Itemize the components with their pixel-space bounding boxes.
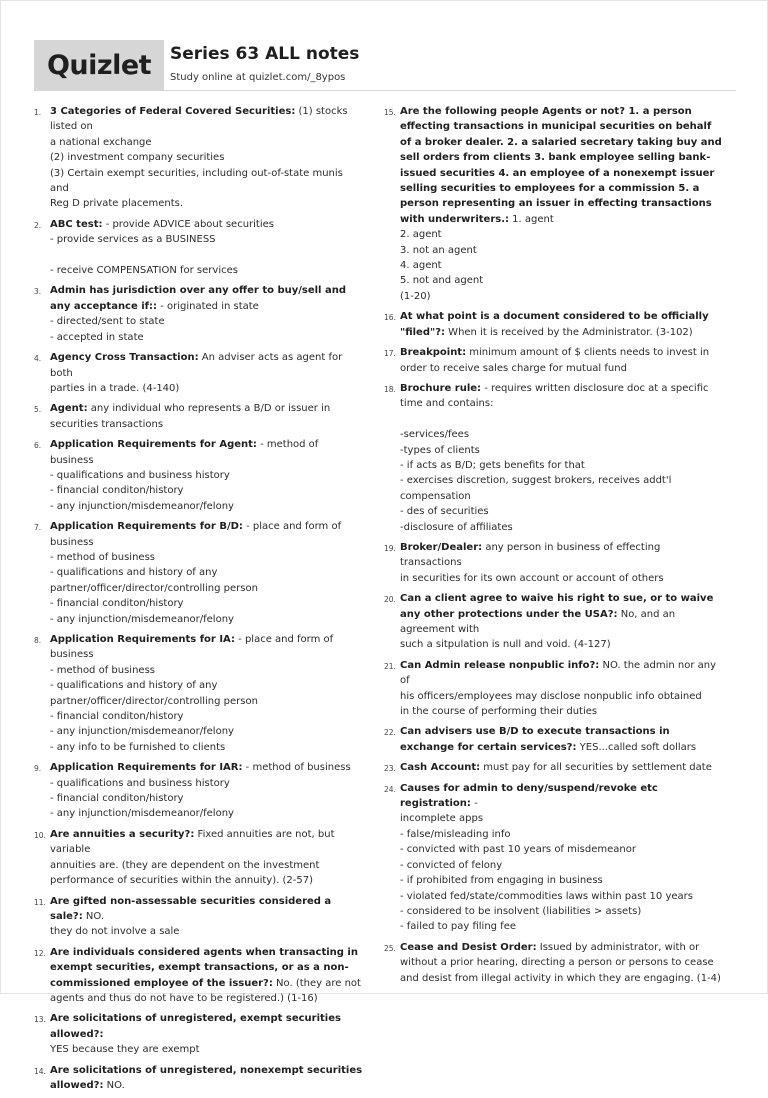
item-term: Can Admin release nonpublic info?: [400, 659, 600, 671]
item-body [50, 1011, 364, 1057]
item-term: Can a client agree to waive his right to sue, or to waive any other protections under the USA?: [400, 593, 714, 620]
item-number: 15. [384, 108, 396, 117]
item-definition-line: Fixed annuities are not, but variable [50, 828, 335, 856]
item-definition-line: NO. [82, 910, 105, 922]
item-definition-line: An adviser acts as agent for both [50, 352, 343, 379]
item-definition-line: - receive COMPENSATION for services [50, 265, 238, 277]
item-definition-line: a national exchange [50, 136, 152, 148]
item-definition-line: - false/misleading info [400, 828, 511, 840]
note-item [384, 781, 724, 935]
item-definition-line: - qualifications and history of any [50, 680, 218, 692]
note-item [34, 760, 364, 822]
item-definition-line: - directed/sent to state [50, 316, 165, 328]
item-definition-line: (2) investment company securities [50, 152, 225, 164]
item-number: 2. [34, 220, 42, 230]
item-number: 8. [34, 636, 42, 645]
note-item [384, 381, 724, 535]
item-definition-line: - any injunction/misdemeanor/felony [50, 808, 234, 820]
item-number: 17. [384, 349, 396, 359]
item-definition-line: and desist from illegal activity in which they are engaging. (1-4) [400, 972, 721, 984]
item-number: 4. [34, 354, 42, 364]
item-number: 24. [384, 784, 396, 794]
item-term: ABC test: [50, 218, 103, 230]
left-column [34, 104, 364, 1098]
item-definition-line: (1-20) [400, 290, 431, 302]
item-definition-line: - if prohibited from engaging in business [400, 875, 603, 887]
item-definition-line: -services/fees [400, 429, 470, 441]
item-definition-line: - qualifications and business history [50, 469, 230, 481]
item-body [400, 724, 724, 755]
item-number: 19. [384, 543, 396, 553]
item-number: 18. [384, 384, 396, 394]
item-definition-line: - requires written disclosure doc at a specific [481, 382, 709, 394]
item-term: 3 Categories of Federal Covered Securities: [50, 106, 296, 117]
item-definition-line: - any info to be furnished to clients [50, 741, 226, 753]
item-definition-line: order to receive sales charge for mutual fund [400, 362, 627, 374]
item-number: 7. [34, 523, 42, 533]
item-body [400, 591, 724, 653]
item-body [50, 401, 364, 432]
item-body [400, 658, 724, 720]
item-definition-line: Reg D private placements. [50, 198, 184, 210]
item-definition-line: partner/officer/director/controlling person [50, 582, 258, 594]
item-definition-line: (1) stocks listed on [50, 106, 348, 133]
note-item [384, 540, 724, 586]
item-definition-line: agents and thus do not have to be registered.) (1-16) [50, 992, 318, 1004]
item-definition-line: - method of business [242, 762, 351, 774]
item-definition-line: - des of securities [400, 506, 489, 518]
item-term: Causes for admin to deny/suspend/revoke etc registration: [400, 782, 658, 810]
item-definition-line: - provide services as a BUSINESS [50, 234, 216, 246]
item-body [400, 309, 724, 340]
item-definition-line: - any injunction/misdemeanor/felony [50, 613, 234, 625]
item-number: 22. [384, 728, 396, 738]
item-definition-line: 4. agent [400, 260, 442, 272]
item-body [50, 760, 364, 822]
item-definition-line: 2. agent [400, 229, 442, 241]
item-definition-line: - method of business [50, 439, 319, 466]
item-definition-line [400, 412, 724, 427]
item-term: Are individuals considered agents when transacting in exempt securities, exempt transactions, or as a non-commissioned employee of the issuer?: [50, 946, 358, 989]
subtitle-prefix: Study online at [170, 72, 249, 83]
item-definition-line: - provide ADVICE about securities [102, 218, 274, 230]
note-item [384, 724, 724, 755]
item-definition-line: - method of business [50, 551, 155, 563]
note-item [384, 591, 724, 653]
item-body [50, 1063, 364, 1094]
item-definition-line: -types of clients [400, 444, 480, 456]
item-number: 25. [384, 943, 396, 953]
item-term: Admin has jurisdiction over any offer to buy/sell and any acceptance if:: [50, 285, 346, 312]
item-body [50, 894, 364, 940]
document-subtitle [170, 72, 345, 83]
item-definition-line: No. (they are not [272, 977, 361, 989]
item-definition-line: business [50, 536, 94, 548]
note-item [34, 894, 364, 940]
item-definition-line: - convicted of felony [400, 859, 503, 871]
note-item [34, 104, 364, 212]
document-title: Series 63 ALL notes [170, 44, 360, 64]
item-definition-line: NO. [103, 1079, 125, 1091]
note-item [384, 104, 724, 304]
item-definition-line: 1. agent [509, 213, 554, 225]
item-definition-line: - any injunction/misdemeanor/felony [50, 500, 234, 512]
note-item [34, 519, 364, 627]
note-item [34, 1011, 364, 1057]
item-definition-line: such a sitpulation is null and void. (4-127) [400, 639, 611, 651]
item-definition-line: in securities for its own account or account of others [400, 572, 664, 584]
item-term: Are solicitations of unregistered, nonexempt securities allowed?: [50, 1064, 363, 1091]
item-definition-line: must pay for all securities by settlement date [480, 762, 712, 774]
item-number: 9. [34, 764, 42, 774]
item-definition-line: YES...called soft dollars [576, 741, 697, 753]
item-term: Application Requirements for B/D: [50, 521, 243, 533]
item-term: Agent: [50, 403, 88, 415]
item-definition-line: securities transactions [50, 418, 164, 430]
item-definition-line: incomplete apps [400, 813, 484, 825]
item-term: Broker/Dealer: [400, 541, 483, 553]
item-term: Application Requirements for IAR: [50, 762, 243, 774]
quizlet-logo[interactable] [34, 40, 164, 90]
item-number: 16. [384, 313, 396, 323]
item-definition-line: NO. the admin nor any of [400, 659, 717, 687]
item-term: Agency Cross Transaction: [50, 352, 199, 364]
item-definition-line: - financial conditon/history [50, 793, 184, 805]
item-definition-line: any individual who represents a B/D or issuer in [87, 403, 331, 415]
item-term: Application Requirements for IA: [50, 634, 235, 645]
item-number: 23. [384, 764, 396, 774]
item-body [50, 350, 364, 396]
item-number: 20. [384, 595, 396, 605]
item-definition-line [50, 248, 364, 263]
note-item [34, 632, 364, 755]
item-definition-line: 3. not an agent [400, 244, 477, 256]
item-definition-line: - financial conditon/history [50, 711, 184, 723]
item-number: 12. [34, 948, 46, 958]
item-term: Are gifted non-assessable securities considered a sale?: [50, 895, 332, 922]
item-definition-line: - considered to be insolvent (liabilities > assets) [400, 905, 642, 917]
note-item [34, 827, 364, 889]
item-definition-line: Issued by administrator, with or [536, 941, 700, 953]
item-definition-line: - any injunction/misdemeanor/felony [50, 726, 234, 738]
item-number: 14. [34, 1066, 46, 1076]
item-body [50, 217, 364, 279]
item-definition-line: - qualifications and history of any [50, 567, 218, 579]
note-item [384, 940, 724, 986]
item-number: 5. [34, 405, 42, 415]
note-item [384, 760, 724, 775]
item-definition-line: - financial conditon/history [50, 598, 184, 610]
item-body [50, 519, 364, 627]
item-definition-line: compensation [400, 490, 471, 502]
item-definition-line: - exercises discretion, suggest brokers, receives addt'l [400, 475, 672, 487]
item-definition-line: -disclosure of affiliates [400, 521, 513, 533]
item-definition-line: - convicted with past 10 years of misdemeanor [400, 844, 636, 856]
item-term: Brochure rule: [400, 382, 482, 394]
item-number: 11. [34, 897, 46, 907]
note-item [384, 658, 724, 720]
item-definition-line: they do not involve a sale [50, 926, 180, 938]
item-term: Can advisers use B/D to execute transactions in exchange for certain services?: [400, 726, 670, 753]
note-item [34, 283, 364, 345]
item-body [400, 781, 724, 935]
item-definition-line: performance of securities within the annuity). (2-57) [50, 875, 313, 887]
item-definition-line: - qualifications and business history [50, 777, 230, 789]
item-definition-line: annuities are. (they are dependent on the investment [50, 859, 320, 871]
item-body [400, 940, 724, 986]
header-divider [34, 90, 736, 91]
item-definition-line: parties in a trade. (4-140) [50, 382, 180, 394]
item-body [400, 104, 724, 304]
item-body [50, 945, 364, 1007]
item-number: 6. [34, 441, 42, 451]
item-definition-line: YES because they are exempt [50, 1044, 200, 1056]
item-definition-line: any person in business of effecting transactions [400, 541, 661, 569]
item-definition-line: his officers/employees may disclose nonpublic info obtained [400, 690, 702, 702]
item-body [400, 381, 724, 535]
note-item [34, 401, 364, 432]
note-item [34, 1063, 364, 1094]
item-definition-line: in the course of performing their duties [400, 706, 598, 718]
item-definition-line: - violated fed/state/commodities laws within past 10 years [400, 890, 693, 902]
item-definition-line: - place and form of business [50, 634, 334, 661]
item-definition-line: - financial conditon/history [50, 485, 184, 497]
item-term: Breakpoint: [400, 347, 467, 359]
item-number: 21. [384, 661, 396, 671]
item-definition-line: No, and an agreement with [400, 608, 676, 635]
item-definition-line: - method of business [50, 664, 155, 676]
item-number: 13. [34, 1015, 46, 1025]
item-term: Cash Account: [400, 762, 481, 774]
item-body [50, 827, 364, 889]
item-number: 10. [34, 830, 46, 840]
study-link[interactable]: quizlet.com/_8ypos [248, 72, 346, 83]
item-definition-line: 5. not and agent [400, 275, 484, 287]
item-definition-line: partner/officer/director/controlling person [50, 695, 258, 707]
item-definition-line: When it is received by the Administrator. (3-102) [445, 326, 693, 338]
item-definition-line: - originated in state [157, 300, 259, 312]
item-term: Are the following people Agents or not? 1. a person effecting transactions in municipal securities on behalf of a broker dealer. 2. a salaried secretary taking buy and sell orders from clients 3. bank employee selling bank-issued securities 4. an employee of a nonexempt issuer selling securities to employees for a commission 5. a person representing an issuer in effecting transactions with underwriters.: [400, 106, 722, 225]
logo-text: Quizlet [46, 49, 152, 81]
item-body [400, 345, 724, 376]
item-term: Are solicitations of unregistered, exempt securities allowed?: [50, 1013, 341, 1040]
item-body [400, 760, 724, 775]
item-definition-line: minimum amount of $ clients needs to invest in [466, 347, 710, 359]
item-term: Cease and Desist Order: [400, 941, 537, 953]
note-item [34, 350, 364, 396]
header [34, 40, 736, 90]
note-item [34, 217, 364, 279]
item-definition-line: time and contains: [400, 398, 494, 410]
item-definition-line: - accepted in state [50, 331, 144, 343]
note-item [384, 309, 724, 340]
right-column [384, 104, 724, 991]
item-term: Application Requirements for Agent: [50, 439, 257, 451]
item-definition-line: - if acts as B/D; gets benefits for that [400, 459, 585, 471]
item-body [50, 104, 364, 212]
note-item [384, 345, 724, 376]
item-body [50, 283, 364, 345]
item-number: 1. [34, 108, 42, 117]
note-item [34, 437, 364, 514]
item-term: At what point is a document considered to be officially "filed"?: [400, 311, 709, 338]
item-definition-line: (3) Certain exempt securities, including out-of-state munis and [50, 167, 343, 195]
item-definition-line: - place and form of [242, 521, 342, 533]
item-definition-line: - failed to pay filing fee [400, 921, 517, 933]
item-definition-line: without a prior hearing, directing a person or persons to cease [400, 957, 714, 969]
item-definition-line: - [470, 798, 478, 810]
item-number: 3. [34, 287, 42, 297]
item-term: Are annuities a security?: [50, 828, 195, 840]
item-body [50, 632, 364, 755]
item-body [400, 540, 724, 586]
item-body [50, 437, 364, 514]
note-item [34, 945, 364, 1007]
